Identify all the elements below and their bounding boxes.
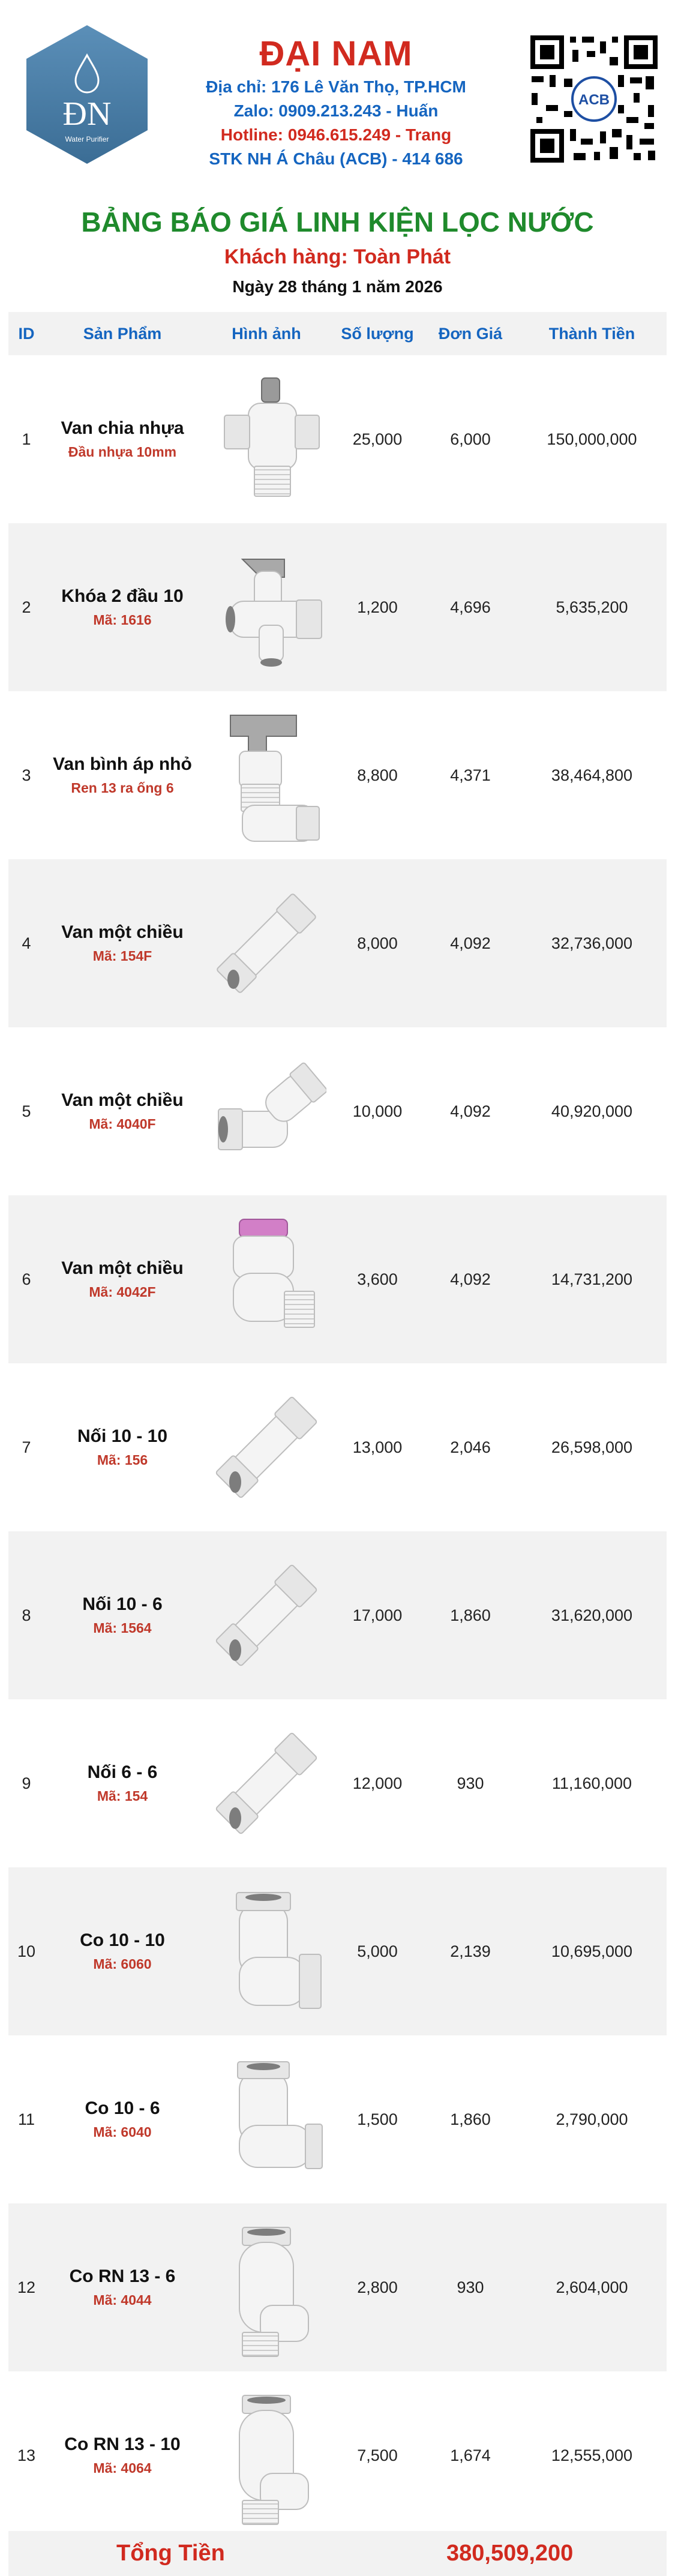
product-cell (44, 1088, 200, 1135)
column-header-total: Thành Tiền (548, 324, 635, 343)
diverter-valve-icon (206, 367, 326, 511)
product-name: Co RN 13 - 6 (69, 2266, 176, 2286)
table-row (8, 1867, 667, 2035)
tank-valve-icon (206, 703, 326, 847)
quantity: 7,500 (357, 2446, 398, 2464)
table-row (8, 523, 667, 691)
threaded-elbow-large-icon (206, 2383, 326, 2527)
product-name: Nối 6 - 6 (87, 1762, 158, 1782)
quantity: 10,000 (352, 1102, 403, 1120)
line-total: 2,790,000 (556, 2110, 628, 2128)
quantity: 17,000 (352, 1606, 403, 1624)
product-code: Mã: 1616 (93, 612, 152, 628)
product-image (200, 1867, 332, 2035)
grand-total-label: Tổng Tiền (116, 2541, 225, 2566)
row-id: 10 (17, 1942, 36, 1960)
product-image (200, 355, 332, 523)
ball-valve-icon (206, 535, 326, 679)
product-code: Mã: 4044 (93, 2292, 152, 2308)
line-total: 14,731,200 (551, 1270, 633, 1288)
table-row (8, 1027, 667, 1195)
product-code: Mã: 4042F (89, 1284, 156, 1300)
grand-total-row (8, 2531, 667, 2576)
line-total: 11,160,000 (551, 1774, 632, 1792)
row-id: 12 (17, 2278, 36, 2296)
document-title: BẢNG BÁO GIÁ LINH KIỆN LỌC NƯỚC (81, 206, 594, 238)
table-row (8, 355, 667, 523)
product-code: Mã: 4064 (93, 2460, 152, 2476)
unit-price: 4,371 (450, 766, 491, 784)
grand-total-value: 380,509,200 (446, 2541, 574, 2566)
quantity: 25,000 (352, 430, 403, 448)
header (0, 0, 675, 180)
line-total: 32,736,000 (551, 934, 633, 952)
unit-price: 4,092 (450, 1102, 491, 1120)
row-id: 7 (22, 1438, 31, 1456)
line-total: 2,604,000 (556, 2278, 628, 2296)
customer-name: Khách hàng: Toàn Phát (224, 245, 451, 268)
quantity: 1,500 (357, 2110, 398, 2128)
product-code: Ren 13 ra ống 6 (71, 780, 174, 796)
product-name: Co RN 13 - 10 (64, 2434, 181, 2454)
row-id: 8 (22, 1606, 31, 1624)
line-total: 38,464,800 (551, 766, 633, 784)
row-id: 1 (22, 430, 31, 448)
product-code: Mã: 154F (92, 948, 152, 964)
product-cell (44, 752, 200, 799)
product-image (200, 1699, 332, 1867)
unit-price: 930 (457, 1774, 484, 1792)
product-code: Đầu nhựa 10mm (68, 444, 177, 460)
line-total: 26,598,000 (551, 1438, 633, 1456)
elbow-check-valve-icon (206, 1039, 326, 1183)
product-code: Mã: 4040F (89, 1116, 156, 1132)
product-name: Van một chiều (61, 1258, 184, 1278)
product-cell (44, 2264, 200, 2311)
column-header-product: Sản Phẩm (83, 324, 162, 343)
reducing-elbow-icon (206, 2047, 326, 2191)
quantity: 2,800 (357, 2278, 398, 2296)
unit-price: 1,860 (450, 1606, 491, 1624)
product-cell (44, 920, 200, 967)
unit-price: 4,092 (450, 1270, 491, 1288)
line-total: 31,620,000 (551, 1606, 633, 1624)
qr-code-icon (528, 33, 660, 165)
check-valve-icon (206, 871, 326, 1015)
row-id: 2 (22, 598, 31, 616)
document-heading (0, 204, 675, 300)
product-image (200, 2371, 332, 2539)
product-image (200, 859, 332, 1027)
row-id: 9 (22, 1774, 31, 1792)
unit-price: 930 (457, 2278, 484, 2296)
row-id: 13 (17, 2446, 36, 2464)
threaded-elbow-icon (206, 2215, 326, 2359)
table-row (8, 2371, 667, 2539)
quote-table (8, 312, 667, 2539)
company-name: ĐẠI NAM (259, 34, 413, 73)
product-name: Nối 10 - 10 (77, 1426, 168, 1446)
table-body (8, 355, 667, 2539)
elbow-connector-icon (206, 1879, 326, 2023)
threaded-check-valve-icon (206, 1207, 326, 1351)
table-row (8, 691, 667, 859)
product-image (200, 2035, 332, 2203)
product-cell (44, 416, 200, 463)
product-code: Mã: 6060 (93, 1956, 152, 1972)
line-total: 10,695,000 (551, 1942, 633, 1960)
unit-price: 4,092 (450, 934, 491, 952)
company-bank: STK NH Á Châu (ACB) - 414 686 (209, 149, 463, 168)
logo-subtext: Water Purifier (65, 135, 109, 143)
quantity: 12,000 (352, 1774, 403, 1792)
product-name: Co 10 - 6 (85, 2098, 160, 2118)
reducer-connector-icon (206, 1543, 326, 1687)
line-total: 150,000,000 (547, 430, 637, 448)
quantity: 13,000 (352, 1438, 403, 1456)
union-connector-icon (206, 1375, 326, 1519)
product-code: Mã: 154 (97, 1788, 148, 1804)
company-zalo: Zalo: 0909.213.243 - Huấn (233, 101, 439, 120)
table-row (8, 1531, 667, 1699)
product-image (200, 1195, 332, 1363)
product-image (200, 1531, 332, 1699)
unit-price: 2,046 (450, 1438, 491, 1456)
product-name: Khóa 2 đầu 10 (61, 586, 184, 606)
product-cell (44, 2096, 200, 2143)
table-row (8, 1363, 667, 1531)
company-address: Địa chỉ: 176 Lê Văn Thọ, TP.HCM (206, 77, 466, 96)
product-cell (44, 1928, 200, 1975)
product-code: Mã: 156 (97, 1452, 148, 1468)
product-cell (44, 1760, 200, 1807)
line-total: 40,920,000 (551, 1102, 633, 1120)
company-hotline: Hotline: 0946.615.249 - Trang (220, 125, 452, 144)
product-code: Mã: 1564 (93, 1620, 152, 1636)
product-cell (44, 1592, 200, 1639)
small-union-connector-icon (206, 1711, 326, 1855)
unit-price: 4,696 (450, 598, 491, 616)
product-cell (44, 1424, 200, 1471)
unit-price: 2,139 (450, 1942, 491, 1960)
company-logo-icon (24, 24, 150, 165)
company-info (180, 33, 492, 171)
unit-price: 1,674 (450, 2446, 491, 2464)
product-image (200, 1027, 332, 1195)
row-id: 11 (17, 2110, 35, 2128)
table-row (8, 859, 667, 1027)
product-name: Van bình áp nhỏ (53, 754, 192, 774)
table-row (8, 2203, 667, 2371)
column-header-id: ID (18, 324, 35, 343)
document-date: Ngày 28 tháng 1 năm 2026 (232, 277, 443, 296)
product-code: Mã: 6040 (93, 2124, 152, 2140)
line-total: 5,635,200 (556, 598, 628, 616)
row-id: 3 (22, 766, 31, 784)
quantity: 5,000 (357, 1942, 398, 1960)
product-name: Van chia nhựa (61, 418, 184, 438)
table-header (8, 312, 667, 355)
product-cell (44, 584, 200, 631)
product-image (200, 523, 332, 691)
column-header-quantity: Số lượng (341, 324, 414, 343)
unit-price: 6,000 (450, 430, 491, 448)
table-row (8, 2035, 667, 2203)
table-row (8, 1699, 667, 1867)
row-id: 5 (22, 1102, 31, 1120)
row-id: 4 (22, 934, 31, 952)
line-total: 12,555,000 (551, 2446, 633, 2464)
row-id: 6 (22, 1270, 31, 1288)
product-name: Van một chiều (61, 1090, 184, 1110)
table-row (8, 1195, 667, 1363)
product-cell (44, 1256, 200, 1303)
product-image (200, 1363, 332, 1531)
product-name: Van một chiều (61, 922, 184, 942)
column-header-unit-price: Đơn Giá (438, 324, 503, 343)
qr-bank-label: ACB (578, 92, 610, 108)
product-name: Nối 10 - 6 (82, 1594, 163, 1614)
unit-price: 1,860 (450, 2110, 491, 2128)
product-image (200, 2203, 332, 2371)
quantity: 8,800 (357, 766, 398, 784)
product-image (200, 691, 332, 859)
product-cell (44, 2432, 200, 2479)
logo-text: ĐN (62, 95, 112, 133)
quantity: 1,200 (357, 598, 398, 616)
product-name: Co 10 - 10 (80, 1930, 165, 1950)
column-header-image: Hình ảnh (232, 324, 301, 343)
quantity: 3,600 (357, 1270, 398, 1288)
quantity: 8,000 (357, 934, 398, 952)
